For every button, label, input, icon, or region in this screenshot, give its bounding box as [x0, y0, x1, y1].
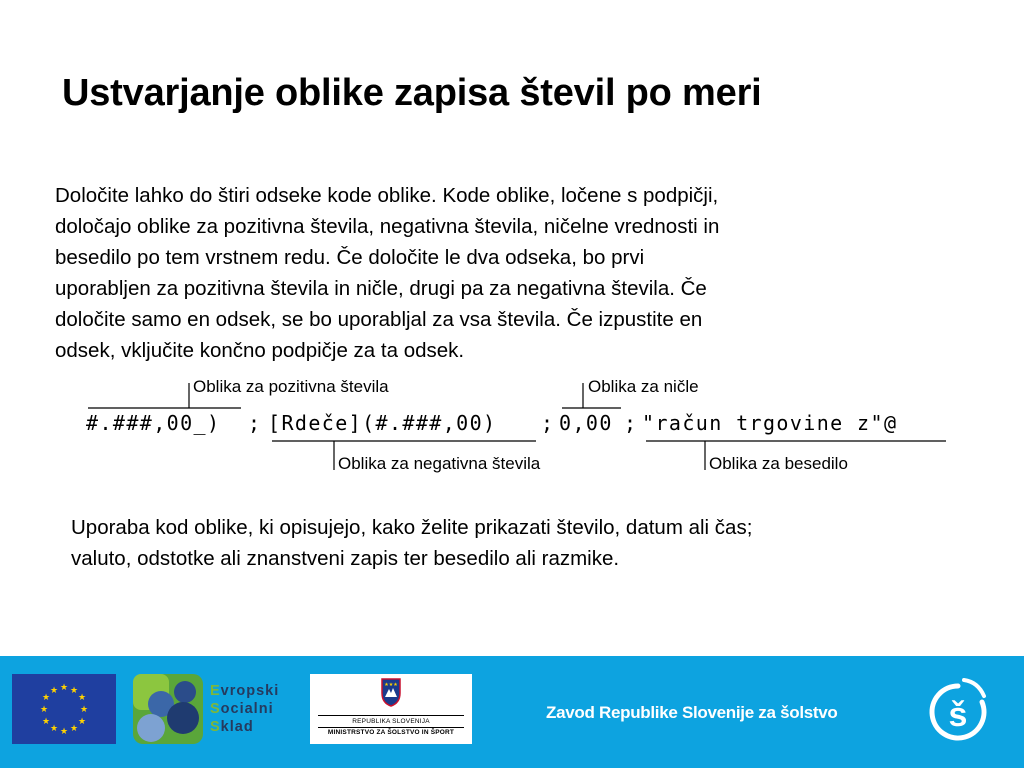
- paragraph-line: uporabljen za pozitivna števila in ničle, drugi pa za negativna števila. Če: [55, 277, 707, 300]
- label-zero: Oblika za ničle: [588, 377, 699, 396]
- slovenia-crest-icon: [380, 677, 402, 707]
- eu-stars-icon: [12, 674, 116, 744]
- ministry-line1: REPUBLIKA SLOVENIJA: [352, 718, 430, 725]
- svg-text:★: ★: [77, 717, 87, 727]
- paragraph-line: odsek, vključite končno podpičje za ta odsek.: [55, 339, 465, 362]
- label-negative: Oblika za negativna števila: [338, 454, 541, 473]
- paragraph-line: določajo oblike za pozitivna števila, negativna števila, ničelne vrednosti in: [55, 215, 720, 238]
- ministry-line2: MINISTRSTVO ZA ŠOLSTVO IN ŠPORT: [327, 729, 455, 736]
- ministry-divider: [318, 727, 464, 728]
- code-separator: ;: [624, 411, 638, 435]
- paragraph-line: Določite lahko do štiri odseke kode oblike. Kode oblike, ločene s podpičji,: [55, 184, 719, 207]
- esf-wordmark: Evropski Socialni Sklad: [210, 683, 280, 735]
- svg-text:★: ★: [69, 724, 79, 734]
- code-separator: ;: [248, 411, 262, 435]
- esf-logo: [133, 674, 203, 744]
- svg-text:★: ★: [49, 724, 59, 734]
- slide-title: Ustvarjanje oblike zapisa števil po meri: [62, 72, 762, 114]
- code-positive-section: #.###,00_): [86, 411, 221, 435]
- ministry-logo: [310, 674, 472, 744]
- footer-bar: [0, 656, 1024, 768]
- paragraph-line: besedilo po tem vrstnem redu. Če določite le dva odseka, bo prvi: [55, 246, 645, 269]
- usage-paragraph: [71, 512, 971, 574]
- code-zero-section: 0,00: [559, 411, 613, 435]
- svg-text:★: ★: [69, 686, 79, 696]
- label-text: Oblika za besedilo: [709, 454, 848, 473]
- svg-text:★: ★: [41, 717, 51, 727]
- svg-text:★: ★: [49, 686, 59, 696]
- svg-text:★: ★: [59, 683, 69, 693]
- svg-text:★★★: ★★★: [384, 682, 398, 688]
- svg-text:★: ★: [79, 705, 89, 715]
- svg-text:★: ★: [41, 693, 51, 703]
- paragraph-line: Uporaba kod oblike, ki opisujejo, kako želite prikazati število, datum ali čas;: [71, 516, 753, 539]
- paragraph-line: valuto, odstotke ali znanstveni zapis ter besedilo ali razmike.: [71, 547, 620, 570]
- eu-flag-logo: [12, 674, 116, 744]
- svg-text:★: ★: [39, 705, 49, 715]
- svg-text:★: ★: [59, 727, 69, 737]
- ministry-divider: [318, 715, 464, 716]
- code-text-section: "račun trgovine z"@: [642, 411, 898, 435]
- code-negative-section: [Rdeče](#.###,00): [268, 411, 497, 435]
- esf-people-icon: [133, 674, 203, 744]
- svg-text:š: š: [948, 696, 968, 734]
- zrss-logo-icon: [924, 672, 992, 744]
- code-separator: ;: [541, 411, 555, 435]
- institute-name: Zavod Republike Slovenije za šolstvo: [546, 703, 838, 722]
- intro-paragraph: [55, 180, 955, 366]
- paragraph-line: določite samo en odsek, se bo uporabljal za vsa števila. Če izpustite en: [55, 308, 703, 331]
- label-positive: Oblika za pozitivna števila: [193, 377, 389, 396]
- svg-text:★: ★: [77, 693, 87, 703]
